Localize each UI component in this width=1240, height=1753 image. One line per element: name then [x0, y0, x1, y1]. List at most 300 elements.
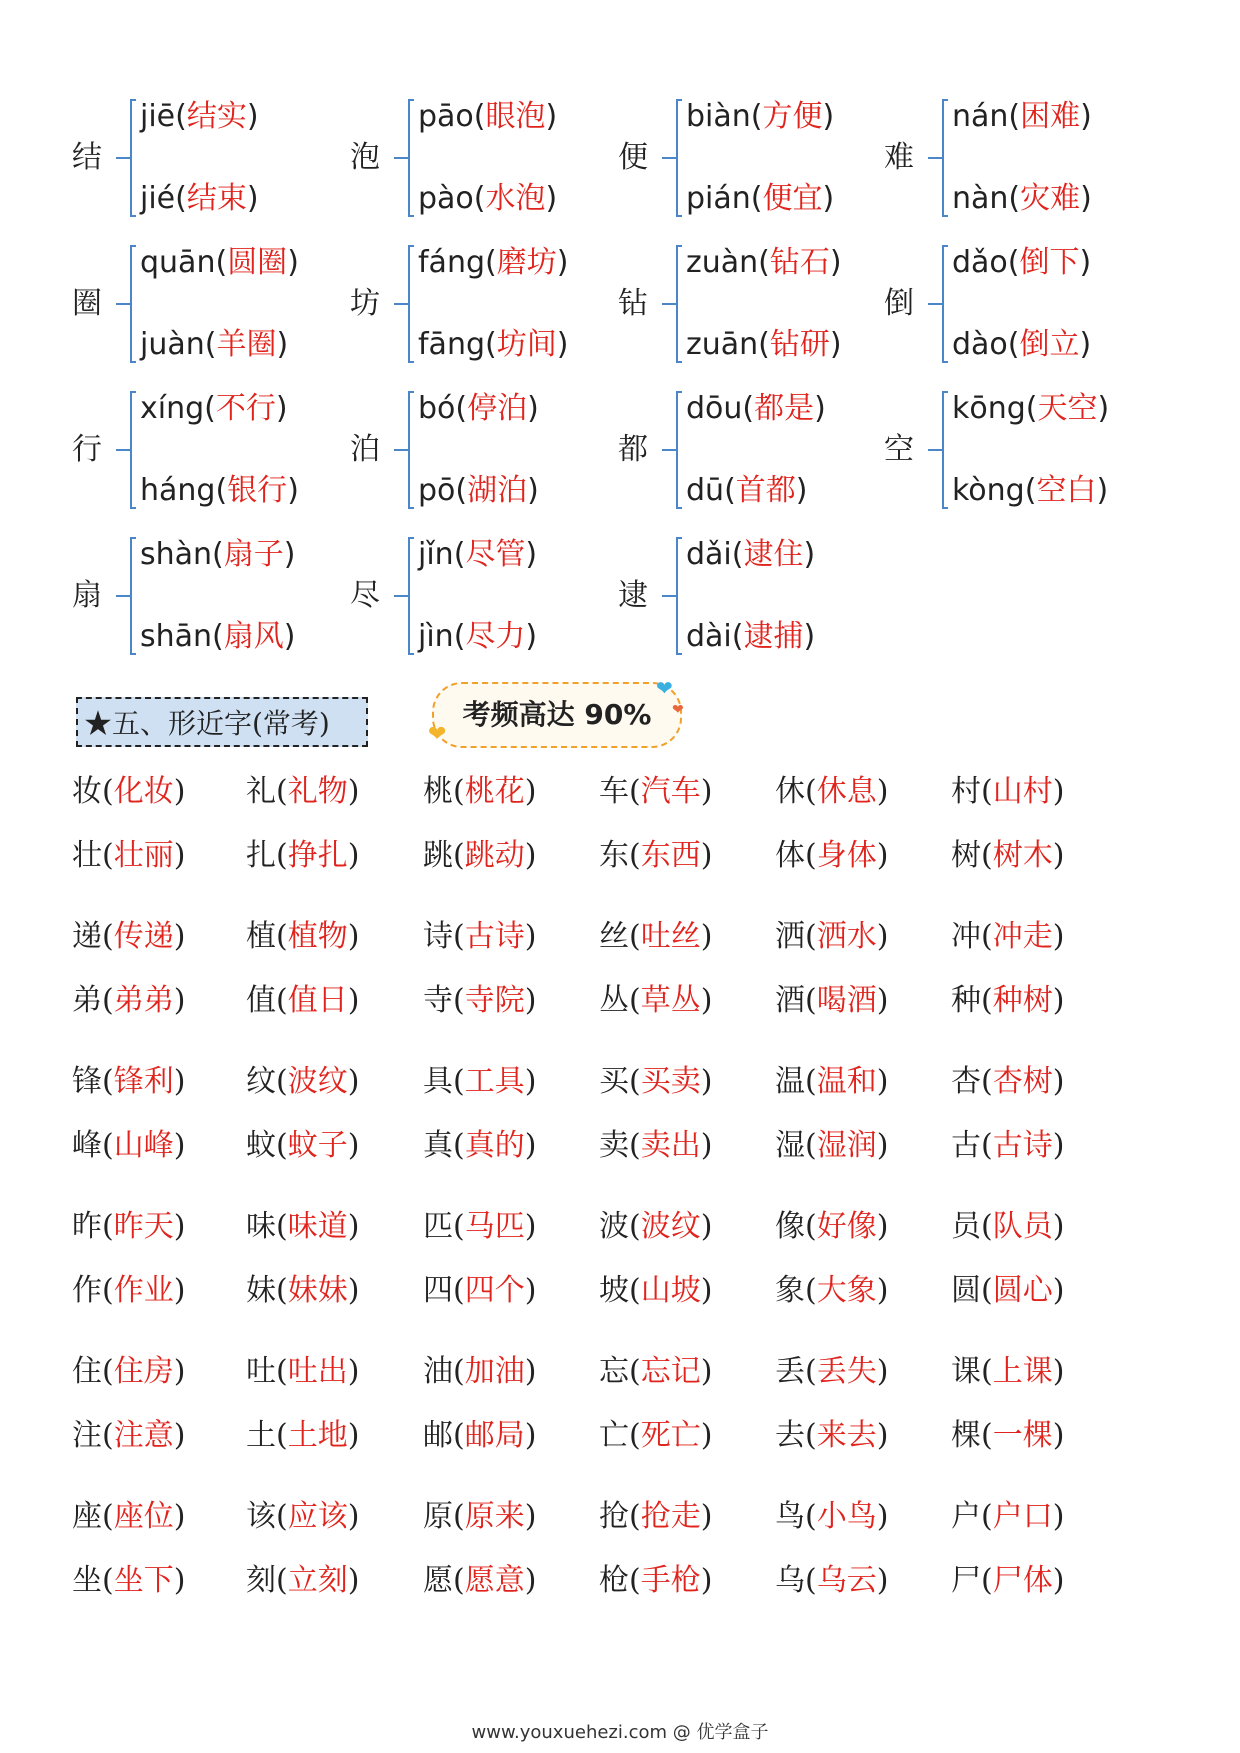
- polyphone-group: [610, 85, 876, 231]
- similar-characters-section: [72, 760, 1127, 1613]
- pinyin: xíng: [140, 391, 205, 426]
- bracket-connector: [400, 537, 414, 655]
- polyphone-char: 倒: [884, 286, 914, 321]
- character: 树: [951, 838, 981, 873]
- example-word: 丢失: [816, 1354, 877, 1389]
- character: 村: [951, 774, 981, 809]
- similar-char-item: 扎(挣扎): [246, 838, 360, 873]
- readings-list: [952, 99, 1092, 217]
- character: 递: [72, 919, 102, 954]
- bracket-connector: [934, 391, 948, 509]
- bracket-connector: [400, 245, 414, 363]
- character: 蚊: [246, 1128, 276, 1163]
- example-word: 昨天: [113, 1209, 174, 1244]
- example-word: 传递: [113, 919, 174, 954]
- example-word: 倒立: [1019, 327, 1080, 362]
- polyphone-section: [64, 85, 1136, 669]
- similar-char-item: 丝(吐丝): [599, 919, 713, 954]
- similar-char-item: 植(植物): [246, 919, 360, 954]
- similar-char-item: 酒(喝酒): [775, 983, 889, 1018]
- example-word: 原来: [464, 1499, 525, 1534]
- example-word: 古诗: [992, 1128, 1053, 1163]
- polyphone-char: 行: [72, 432, 102, 467]
- pinyin: dōu: [686, 391, 743, 426]
- character: 枪: [599, 1563, 629, 1598]
- bracket-connector: [122, 245, 136, 363]
- example-word: 桃花: [464, 774, 525, 809]
- example-word: 好像: [816, 1209, 877, 1244]
- example-word: 草丛: [640, 983, 701, 1018]
- similar-char-item: 冲(冲走): [951, 919, 1065, 954]
- pinyin: dǎo: [952, 245, 1008, 280]
- character: 吐: [246, 1354, 276, 1389]
- example-word: 扇子: [223, 537, 284, 572]
- example-word: 羊圈: [216, 327, 277, 362]
- reading-line: nán(困难): [952, 99, 1092, 134]
- similar-char-item: 鸟(小鸟): [775, 1499, 889, 1534]
- similar-char-item: 坐(坐下): [72, 1563, 186, 1598]
- example-word: 不行: [215, 391, 276, 426]
- similar-char-item: 邮(邮局): [423, 1418, 537, 1453]
- character: 住: [72, 1354, 102, 1389]
- polyphone-char: 圈: [72, 286, 102, 321]
- readings-list: [952, 245, 1091, 363]
- bracket-connector: [400, 99, 414, 217]
- example-word: 值日: [287, 983, 348, 1018]
- character: 诗: [423, 919, 453, 954]
- character: 车: [599, 774, 629, 809]
- character: 具: [423, 1064, 453, 1099]
- character: 杏: [951, 1064, 981, 1099]
- example-word: 作业: [113, 1273, 174, 1308]
- character: 尸: [951, 1563, 981, 1598]
- example-word: 死亡: [640, 1418, 701, 1453]
- example-word: 乌云: [816, 1563, 877, 1598]
- readings-list: [952, 391, 1109, 509]
- reading-line: quān(圆圈): [140, 245, 299, 280]
- similar-char-item: 锋(锋利): [72, 1064, 186, 1099]
- similar-char-item: 壮(壮丽): [72, 838, 186, 873]
- character: 值: [246, 983, 276, 1018]
- example-word: 圆圈: [227, 245, 288, 280]
- example-word: 首都: [735, 473, 796, 508]
- example-word: 礼物: [287, 774, 348, 809]
- character: 湿: [775, 1128, 805, 1163]
- similar-char-item: 课(上课): [951, 1354, 1065, 1389]
- pinyin: dǎi: [686, 537, 732, 572]
- bracket-connector: [668, 99, 682, 217]
- similar-char-item: 去(来去): [775, 1418, 889, 1453]
- similar-char-item: 洒(洒水): [775, 919, 889, 954]
- example-word: 眼泡: [485, 99, 546, 134]
- example-word: 尸体: [992, 1563, 1053, 1598]
- similar-char-item: 象(大象): [775, 1273, 889, 1308]
- character: 妆: [72, 774, 102, 809]
- similar-char-item: 体(身体): [775, 838, 889, 873]
- polyphone-char: 泊: [350, 432, 380, 467]
- example-word: 灾难: [1020, 181, 1081, 216]
- example-word: 小鸟: [816, 1499, 877, 1534]
- character: 纹: [246, 1064, 276, 1099]
- character: 像: [775, 1209, 805, 1244]
- polyphone-group: [342, 523, 610, 669]
- similar-char-item: 坡(山坡): [599, 1273, 713, 1308]
- similar-char-item: 蚊(蚊子): [246, 1128, 360, 1163]
- pinyin: pào: [418, 181, 474, 216]
- example-word: 坐下: [113, 1563, 174, 1598]
- example-word: 波纹: [287, 1064, 348, 1099]
- example-word: 加油: [464, 1354, 525, 1389]
- block-spacer: [72, 1468, 1127, 1485]
- character: 坡: [599, 1273, 629, 1308]
- example-word: 注意: [113, 1418, 174, 1453]
- example-word: 马匹: [464, 1209, 525, 1244]
- similar-char-item: 东(东西): [599, 838, 713, 873]
- example-word: 身体: [816, 838, 877, 873]
- character: 桃: [423, 774, 453, 809]
- character: 丛: [599, 983, 629, 1018]
- character: 愿: [423, 1563, 453, 1598]
- similar-char-item: 礼(礼物): [246, 774, 360, 809]
- character: 礼: [246, 774, 276, 809]
- polyphone-group: [342, 377, 610, 523]
- character: 种: [951, 983, 981, 1018]
- reading-line: dài(逮捕): [686, 619, 816, 654]
- bracket-connector: [668, 391, 682, 509]
- character: 波: [599, 1209, 629, 1244]
- character: 温: [775, 1064, 805, 1099]
- example-word: 寺院: [464, 983, 525, 1018]
- character: 酒: [775, 983, 805, 1018]
- block-spacer: [72, 1033, 1127, 1050]
- heart-icon: ❤: [428, 722, 447, 747]
- reading-line: zuān(钻研): [686, 327, 842, 362]
- readings-list: [140, 99, 259, 217]
- similar-char-item: 匹(马匹): [423, 1209, 537, 1244]
- similar-char-item: 棵(一棵): [951, 1418, 1065, 1453]
- character: 妹: [246, 1273, 276, 1308]
- similar-char-item: 住(住房): [72, 1354, 186, 1389]
- reading-line: juàn(羊圈): [140, 327, 289, 362]
- example-word: 山村: [992, 774, 1053, 809]
- example-word: 锋利: [113, 1064, 174, 1099]
- example-word: 来去: [816, 1418, 877, 1453]
- example-word: 吐出: [287, 1354, 348, 1389]
- similar-char-item: 尸(尸体): [951, 1563, 1065, 1598]
- readings-list: [418, 537, 537, 655]
- bracket-connector: [400, 391, 414, 509]
- character: 寺: [423, 983, 453, 1018]
- pinyin: fāng: [418, 327, 486, 362]
- reading-line: kòng(空白): [952, 473, 1109, 508]
- similar-char-item: 诗(古诗): [423, 919, 537, 954]
- character: 注: [72, 1418, 102, 1453]
- character: 忘: [599, 1354, 629, 1389]
- example-word: 东西: [640, 838, 701, 873]
- similar-char-item: 味(味道): [246, 1209, 360, 1244]
- example-word: 卖出: [640, 1128, 701, 1163]
- pinyin: shān: [140, 619, 213, 654]
- similar-char-item: 桃(桃花): [423, 774, 537, 809]
- pinyin: bó: [418, 391, 456, 426]
- similar-char-item: 寺(寺院): [423, 983, 537, 1018]
- example-word: 结实: [186, 99, 247, 134]
- example-word: 尽力: [465, 619, 526, 654]
- similar-char-item: 油(加油): [423, 1354, 537, 1389]
- readings-list: [686, 537, 815, 655]
- polyphone-char: 逮: [618, 578, 648, 613]
- example-word: 天空: [1037, 391, 1098, 426]
- polyphone-group: [64, 377, 342, 523]
- reading-line: jié(结束): [140, 181, 259, 216]
- similar-char-item: 跳(跳动): [423, 838, 537, 873]
- polyphone-group: [876, 377, 1136, 523]
- similar-char-item: 买(买卖): [599, 1064, 713, 1099]
- reading-line: bó(停泊): [418, 391, 539, 426]
- character: 植: [246, 919, 276, 954]
- character: 抢: [599, 1499, 629, 1534]
- pinyin: nàn: [952, 181, 1009, 216]
- example-word: 队员: [992, 1209, 1053, 1244]
- example-word: 大象: [816, 1273, 877, 1308]
- block-spacer: [72, 888, 1127, 905]
- example-word: 洒水: [816, 919, 877, 954]
- similar-char-item: 湿(湿润): [775, 1128, 889, 1163]
- polyphone-group: [64, 85, 342, 231]
- character: 锋: [72, 1064, 102, 1099]
- similar-char-item: 注(注意): [72, 1418, 186, 1453]
- polyphone-char: 扇: [72, 578, 102, 613]
- character: 弟: [72, 983, 102, 1018]
- similar-char-item: 四(四个): [423, 1273, 537, 1308]
- readings-list: [140, 537, 295, 655]
- pinyin: dū: [686, 473, 725, 508]
- example-word: 真的: [464, 1128, 525, 1163]
- pinyin: quān: [140, 245, 216, 280]
- reading-line: pào(水泡): [418, 181, 558, 216]
- reading-line: kōng(天空): [952, 391, 1110, 426]
- example-word: 土地: [287, 1418, 348, 1453]
- pinyin: zuàn: [686, 245, 759, 280]
- polyphone-char: 空: [884, 432, 914, 467]
- similar-char-item: 乌(乌云): [775, 1563, 889, 1598]
- example-word: 冲走: [992, 919, 1053, 954]
- polyphone-group: [610, 231, 876, 377]
- similar-char-item: 卖(卖出): [599, 1128, 713, 1163]
- reading-line: dǎo(倒下): [952, 245, 1092, 280]
- polyphone-group: [876, 231, 1136, 377]
- character: 亡: [599, 1418, 629, 1453]
- similar-char-item: 村(山村): [951, 774, 1065, 809]
- similar-char-item: 吐(吐出): [246, 1354, 360, 1389]
- readings-list: [140, 391, 299, 509]
- similar-char-item: 刻(立刻): [246, 1563, 360, 1598]
- bracket-connector: [122, 537, 136, 655]
- character: 买: [599, 1064, 629, 1099]
- polyphone-group: [342, 231, 610, 377]
- example-word: 坊间: [496, 327, 557, 362]
- reading-line: fáng(磨坊): [418, 245, 569, 280]
- character: 真: [423, 1128, 453, 1163]
- readings-list: [686, 99, 834, 217]
- reading-line: pián(便宜): [686, 181, 835, 216]
- example-word: 倒下: [1019, 245, 1080, 280]
- heart-icon: ❤: [672, 702, 684, 718]
- bracket-connector: [934, 245, 948, 363]
- example-word: 味道: [287, 1209, 348, 1244]
- example-word: 住房: [113, 1354, 174, 1389]
- similar-char-item: 波(波纹): [599, 1209, 713, 1244]
- character: 户: [951, 1499, 981, 1534]
- similar-char-item: 树(树木): [951, 838, 1065, 873]
- example-word: 山坡: [640, 1273, 701, 1308]
- pinyin: jìn: [418, 619, 454, 654]
- example-word: 抢走: [640, 1499, 701, 1534]
- similar-char-item: 亡(死亡): [599, 1418, 713, 1453]
- reading-line: shàn(扇子): [140, 537, 296, 572]
- bracket-connector: [934, 99, 948, 217]
- character: 丢: [775, 1354, 805, 1389]
- polyphone-group: [64, 523, 342, 669]
- character: 鸟: [775, 1499, 805, 1534]
- reading-line: biàn(方便): [686, 99, 835, 134]
- similar-char-item: 昨(昨天): [72, 1209, 186, 1244]
- pinyin: jié: [140, 181, 176, 216]
- similar-char-item: 原(原来): [423, 1499, 537, 1534]
- readings-list: [418, 245, 568, 363]
- frequency-badge: 考频高达 90%: [432, 682, 682, 748]
- similar-char-item: 丛(草丛): [599, 983, 713, 1018]
- example-word: 喝酒: [816, 983, 877, 1018]
- pinyin: pō: [418, 473, 456, 508]
- example-word: 忘记: [640, 1354, 701, 1389]
- pinyin: juàn: [140, 327, 205, 362]
- pinyin: kōng: [952, 391, 1026, 426]
- reading-line: jǐn(尽管): [418, 537, 538, 572]
- reading-line: jiē(结实): [140, 99, 259, 134]
- similar-char-item: 杏(杏树): [951, 1064, 1065, 1099]
- pinyin: dài: [686, 619, 732, 654]
- character: 坐: [72, 1563, 102, 1598]
- character: 课: [951, 1354, 981, 1389]
- polyphone-group: [876, 85, 1136, 231]
- character: 丝: [599, 919, 629, 954]
- pinyin: zuān: [686, 327, 759, 362]
- similar-char-item: 愿(愿意): [423, 1563, 537, 1598]
- example-word: 跳动: [464, 838, 525, 873]
- example-word: 银行: [227, 473, 288, 508]
- similar-char-item: 递(传递): [72, 919, 186, 954]
- character: 土: [246, 1418, 276, 1453]
- example-word: 吐丝: [640, 919, 701, 954]
- character: 作: [72, 1273, 102, 1308]
- character: 洒: [775, 919, 805, 954]
- pinyin: dào: [952, 327, 1008, 362]
- character: 东: [599, 838, 629, 873]
- readings-list: [418, 99, 557, 217]
- example-word: 立刻: [287, 1563, 348, 1598]
- example-word: 妹妹: [287, 1273, 348, 1308]
- example-word: 停泊: [467, 391, 528, 426]
- example-word: 上课: [992, 1354, 1053, 1389]
- example-word: 钻石: [769, 245, 830, 280]
- example-word: 扇风: [223, 619, 284, 654]
- block-spacer: [72, 1178, 1127, 1195]
- similar-char-item: 土(土地): [246, 1418, 360, 1453]
- readings-list: [686, 245, 842, 363]
- pinyin: pāo: [418, 99, 474, 134]
- block-spacer: [72, 1323, 1127, 1340]
- similar-char-item: 像(好像): [775, 1209, 889, 1244]
- polyphone-group: [342, 85, 610, 231]
- character: 刻: [246, 1563, 276, 1598]
- example-word: 休息: [816, 774, 877, 809]
- character: 该: [246, 1499, 276, 1534]
- character: 冲: [951, 919, 981, 954]
- footer-watermark: www.youxuehezi.com @ 优学盒子: [471, 1722, 769, 1743]
- example-word: 应该: [287, 1499, 348, 1534]
- example-word: 便宜: [762, 181, 823, 216]
- example-word: 古诗: [464, 919, 525, 954]
- character: 油: [423, 1354, 453, 1389]
- polyphone-char: 都: [618, 432, 648, 467]
- example-word: 杏树: [992, 1064, 1053, 1099]
- similar-char-item: 种(种树): [951, 983, 1065, 1018]
- similar-char-item: 枪(手枪): [599, 1563, 713, 1598]
- character: 座: [72, 1499, 102, 1534]
- similar-char-item: 车(汽车): [599, 774, 713, 809]
- example-word: 植物: [287, 919, 348, 954]
- example-word: 邮局: [464, 1418, 525, 1453]
- character: 休: [775, 774, 805, 809]
- similar-char-item: 丢(丢失): [775, 1354, 889, 1389]
- section-title: ★五、形近字(常考): [76, 697, 368, 747]
- example-word: 钻研: [769, 327, 830, 362]
- polyphone-char: 难: [884, 140, 914, 175]
- example-word: 树木: [992, 838, 1053, 873]
- example-word: 一棵: [992, 1418, 1053, 1453]
- polyphone-group: [610, 377, 876, 523]
- similar-char-item: 妹(妹妹): [246, 1273, 360, 1308]
- example-word: 波纹: [640, 1209, 701, 1244]
- character: 跳: [423, 838, 453, 873]
- character: 去: [775, 1418, 805, 1453]
- character: 四: [423, 1273, 453, 1308]
- example-word: 壮丽: [113, 838, 174, 873]
- pinyin: pián: [686, 181, 751, 216]
- similar-char-item: 员(队员): [951, 1209, 1065, 1244]
- bracket-connector: [668, 245, 682, 363]
- character: 壮: [72, 838, 102, 873]
- polyphone-char: 泡: [350, 140, 380, 175]
- example-word: 山峰: [113, 1128, 174, 1163]
- similar-char-item: 圆(圆心): [951, 1273, 1065, 1308]
- character: 乌: [775, 1563, 805, 1598]
- example-word: 困难: [1020, 99, 1081, 134]
- polyphone-char: 便: [618, 140, 648, 175]
- reading-line: jìn(尽力): [418, 619, 538, 654]
- reading-line: fāng(坊间): [418, 327, 569, 362]
- example-word: 手枪: [640, 1563, 701, 1598]
- character: 古: [951, 1128, 981, 1163]
- similar-char-item: 真(真的): [423, 1128, 537, 1163]
- reading-line: pō(湖泊): [418, 473, 539, 508]
- polyphone-char: 结: [72, 140, 102, 175]
- character: 原: [423, 1499, 453, 1534]
- polyphone-char: 钻: [618, 286, 648, 321]
- polyphone-group: [610, 523, 876, 669]
- reading-line: pāo(眼泡): [418, 99, 558, 134]
